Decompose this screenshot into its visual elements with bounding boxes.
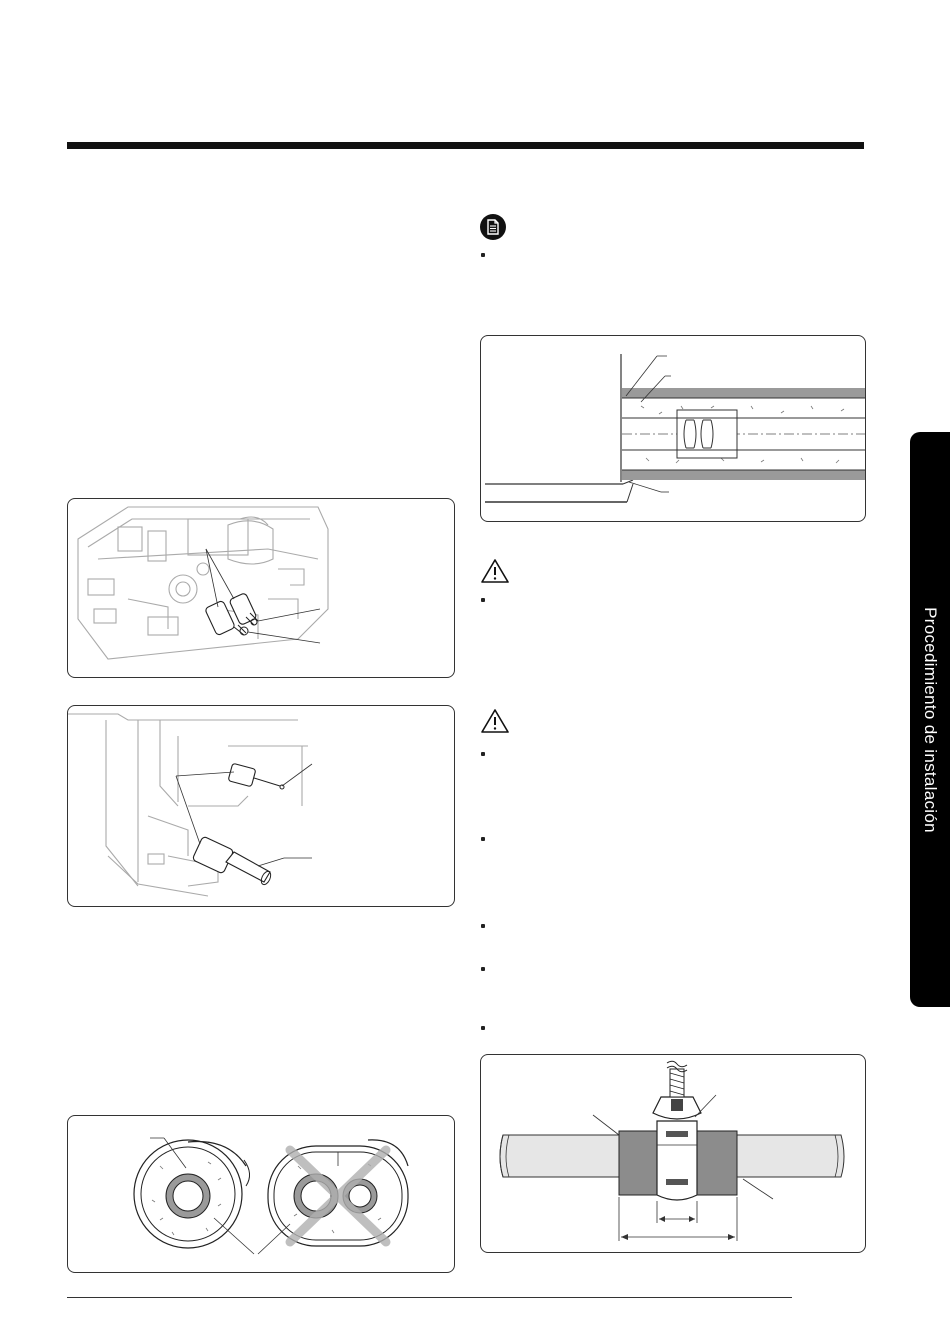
caution-2-bullet bbox=[481, 967, 485, 971]
figure-indoor-unit-connections-top bbox=[67, 498, 455, 678]
note-bullet bbox=[481, 253, 485, 257]
figure-insulation-cross-sections bbox=[67, 1115, 455, 1273]
header-rule bbox=[67, 142, 864, 149]
figure-hanger-clamp bbox=[480, 1054, 866, 1253]
caution-2-bullet bbox=[481, 837, 485, 841]
chapter-side-tab bbox=[910, 432, 950, 1007]
caution-2-bullet bbox=[481, 924, 485, 928]
caution-1-bullet bbox=[481, 598, 485, 602]
figure-pipe-through-wall bbox=[480, 335, 866, 522]
note-icon bbox=[480, 214, 506, 240]
footer-rule bbox=[67, 1297, 792, 1298]
figure-indoor-unit-connections-bottom bbox=[67, 705, 455, 907]
caution-2-bullet bbox=[481, 1026, 485, 1030]
caution-2-bullet bbox=[481, 752, 485, 756]
caution-triangle-icon bbox=[480, 558, 510, 584]
caution-triangle-icon bbox=[480, 708, 510, 734]
chapter-side-tab-label: Procedimiento de instalación bbox=[921, 606, 940, 833]
